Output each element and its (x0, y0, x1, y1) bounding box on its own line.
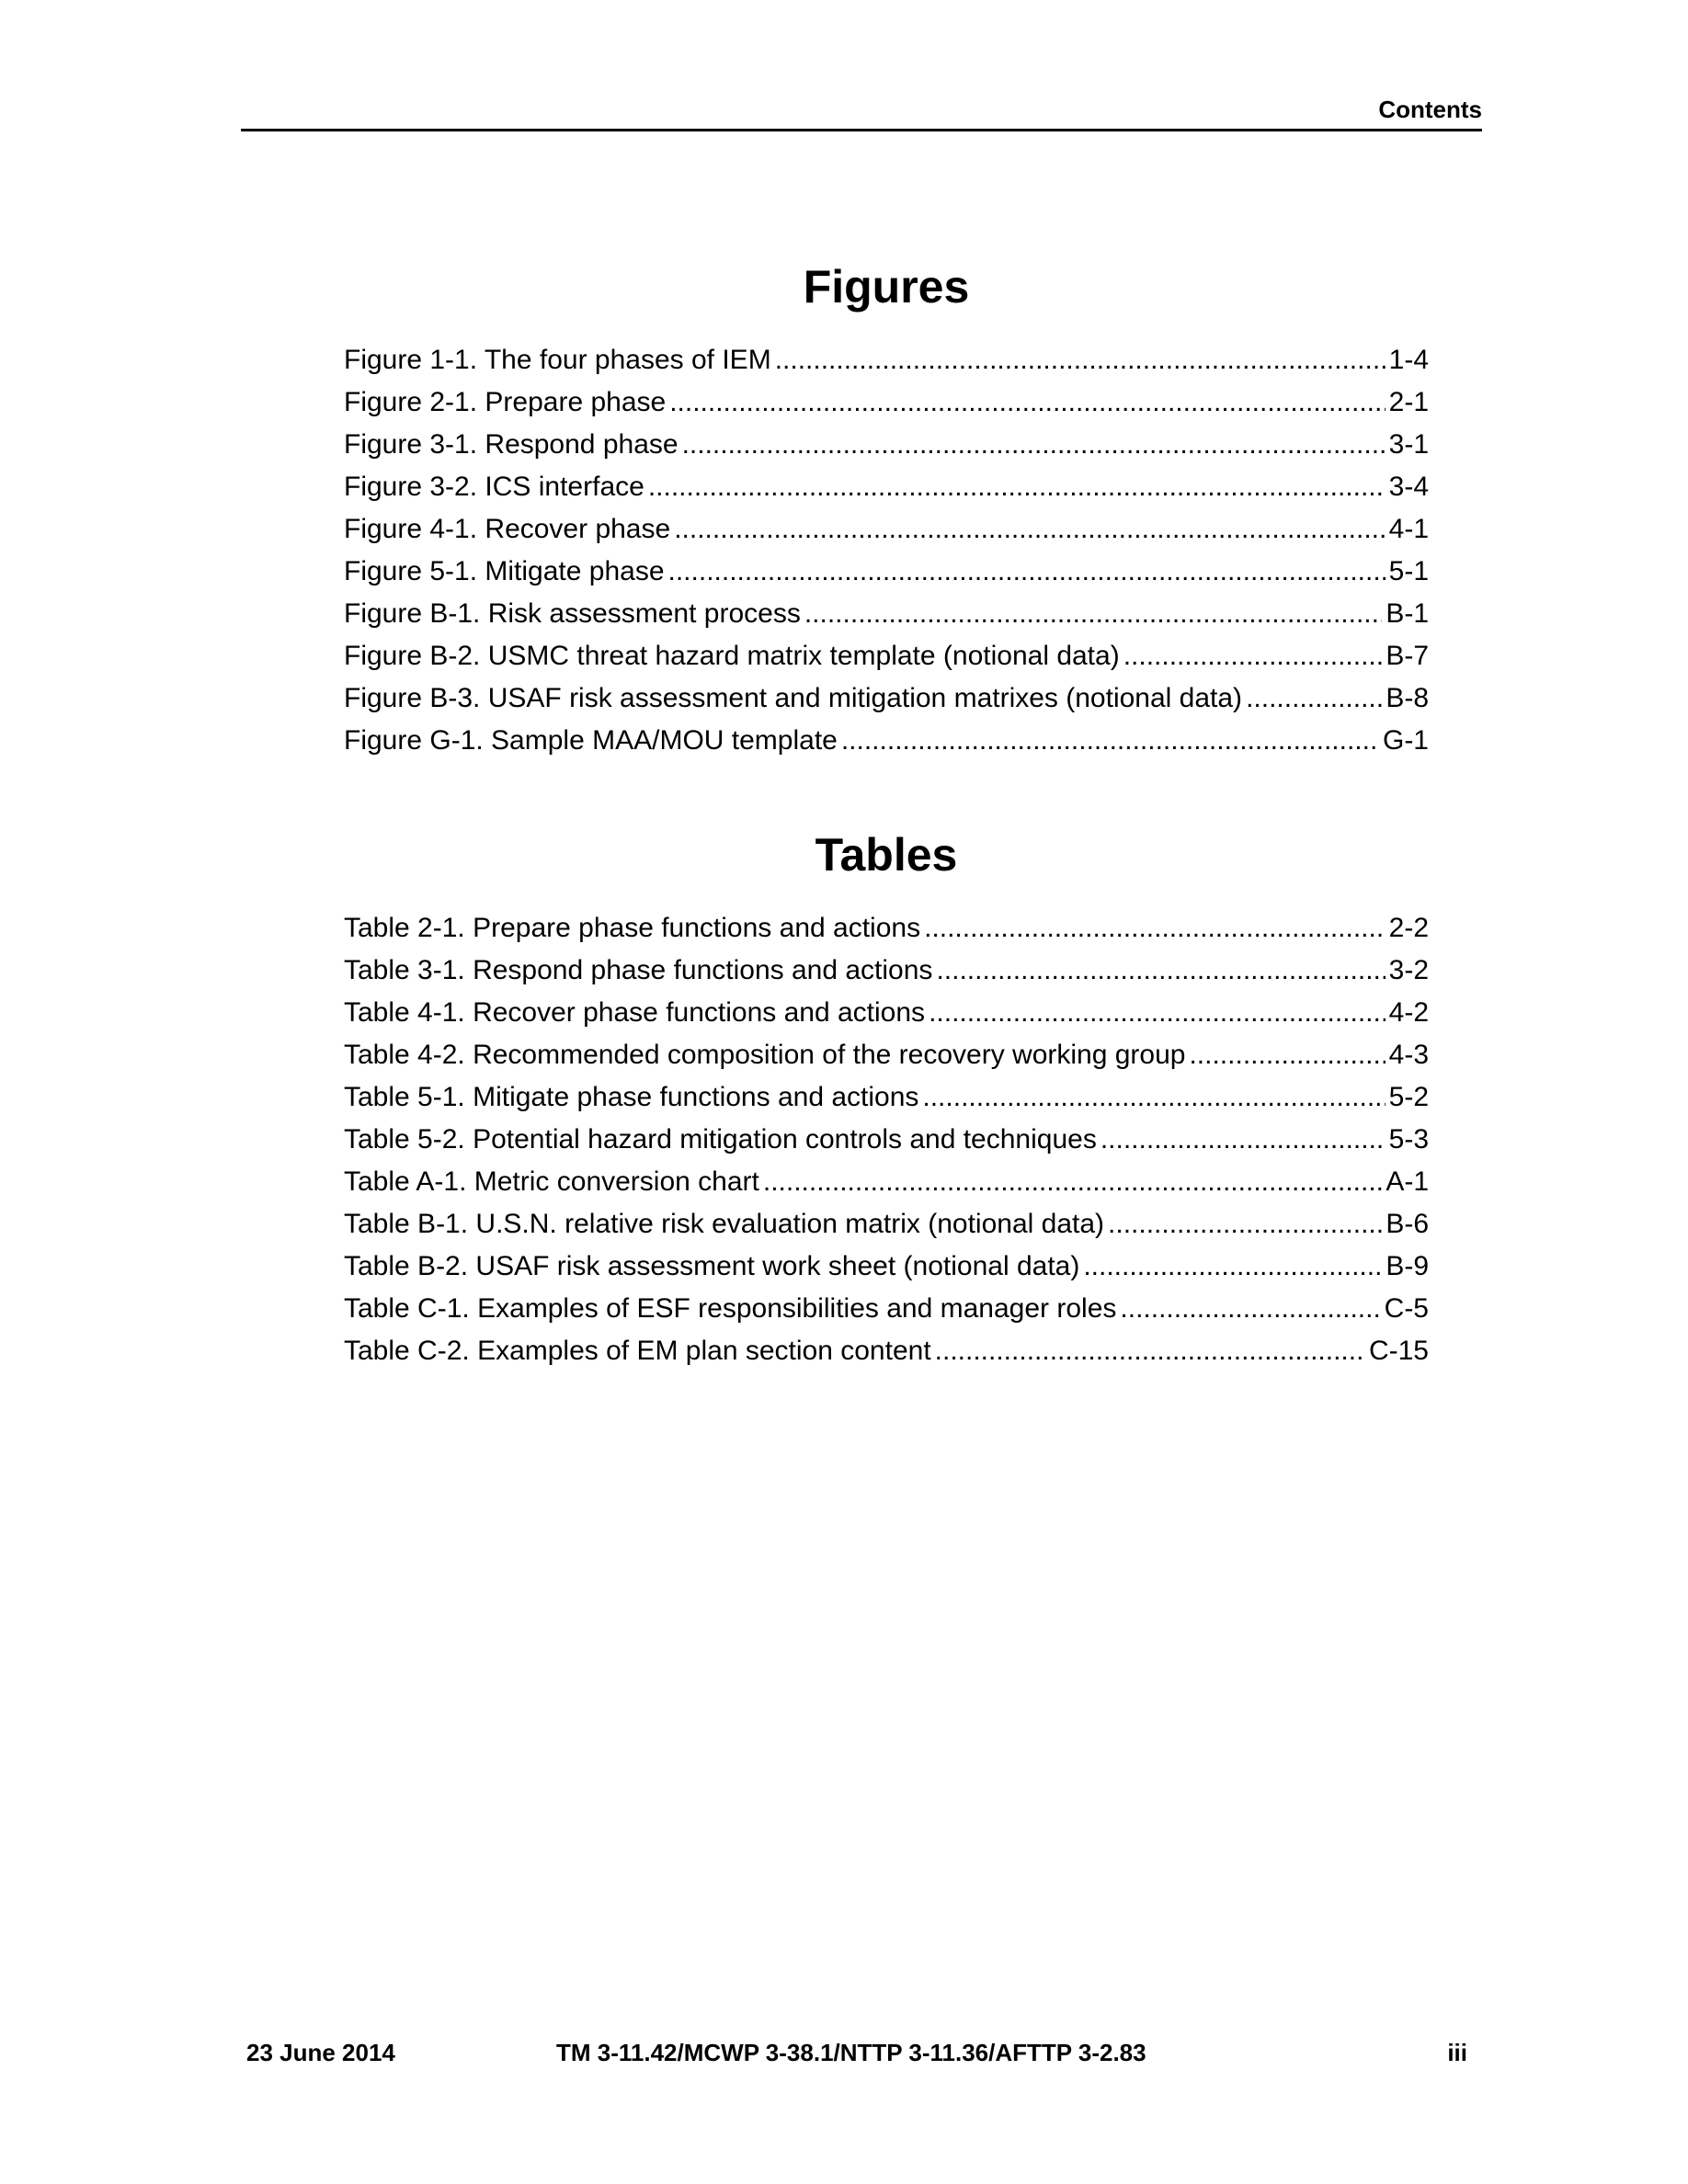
table-entry[interactable] (344, 1039, 1429, 1081)
dot-leader (1123, 640, 1383, 673)
tables-heading: Tables (815, 829, 958, 881)
table-entry-label: Table 5-1. Mitigate phase functions and actions (344, 1082, 919, 1112)
dot-leader (1108, 1208, 1382, 1241)
dot-leader (669, 386, 1385, 419)
figure-entry[interactable] (344, 344, 1429, 386)
figure-entry-page-number: B-8 (1386, 683, 1429, 713)
figure-entry-label: Figure 2-1. Prepare phase (344, 387, 667, 417)
dot-leader (1120, 1292, 1380, 1325)
dot-leader (648, 471, 1386, 504)
footer-date: 23 June 2014 (246, 2039, 395, 2066)
figure-entry-page-number: B-1 (1386, 598, 1429, 629)
figure-entry[interactable] (344, 682, 1429, 724)
figure-entry-label: Figure 1-1. The four phases of IEM (344, 345, 771, 375)
table-entry[interactable] (344, 1123, 1429, 1166)
table-entry-page-number: 5-3 (1388, 1124, 1429, 1155)
dot-leader (682, 428, 1386, 461)
figure-entry-page-number: G-1 (1382, 725, 1429, 756)
figure-entry[interactable] (344, 428, 1429, 471)
dot-leader (1246, 682, 1382, 715)
figure-entry-page-number: 3-4 (1388, 472, 1429, 502)
table-entry-label: Table B-1. U.S.N. relative risk evaluation matrix (notional data) (344, 1209, 1105, 1239)
dot-leader (763, 1166, 1382, 1199)
table-entry-page-number: 4-3 (1388, 1040, 1429, 1070)
table-entry-page-number: A-1 (1386, 1166, 1429, 1197)
table-entry-page-number: C-5 (1384, 1293, 1429, 1324)
figure-entry-label: Figure B-1. Risk assessment process (344, 598, 801, 629)
figure-entry[interactable] (344, 386, 1429, 428)
figure-entry[interactable] (344, 597, 1429, 640)
header-rule (241, 129, 1482, 131)
table-entry[interactable] (344, 954, 1429, 996)
dot-leader (936, 954, 1385, 987)
table-entry-page-number: B-9 (1386, 1251, 1429, 1281)
table-entry-page-number: 5-2 (1388, 1082, 1429, 1112)
list-of-tables (344, 912, 1429, 1377)
dot-leader (775, 344, 1386, 377)
table-entry-label: Table 4-2. Recommended composition of the recovery working group (344, 1040, 1186, 1070)
running-head: Contents (1378, 96, 1482, 123)
figures-heading: Figures (803, 261, 970, 313)
figure-entry-label: Figure 5-1. Mitigate phase (344, 556, 665, 586)
figure-entry[interactable] (344, 724, 1429, 767)
dot-leader (804, 597, 1382, 631)
figure-entry-label: Figure G-1. Sample MAA/MOU template (344, 725, 838, 756)
figure-entry-label: Figure 3-2. ICS interface (344, 472, 644, 502)
dot-leader (924, 912, 1386, 945)
dot-leader (922, 1081, 1385, 1114)
table-entry[interactable] (344, 1292, 1429, 1335)
table-entry-label: Table 2-1. Prepare phase functions and actions (344, 913, 921, 943)
footer-publication-number: TM 3-11.42/MCWP 3-38.1/NTTP 3-11.36/AFTTP 3-2.83 (556, 2039, 1146, 2066)
table-entry-page-number: 2-2 (1388, 913, 1429, 943)
table-entry[interactable] (344, 1081, 1429, 1123)
table-entry[interactable] (344, 1208, 1429, 1250)
figure-entry[interactable] (344, 555, 1429, 597)
table-entry-page-number: B-6 (1386, 1209, 1429, 1239)
figure-entry-page-number: 3-1 (1388, 429, 1429, 460)
table-entry[interactable] (344, 1335, 1429, 1377)
table-entry-page-number: C-15 (1368, 1336, 1429, 1366)
footer-page-number: iii (1447, 2039, 1467, 2066)
figure-entry-page-number: 1-4 (1388, 345, 1429, 375)
table-entry[interactable] (344, 1166, 1429, 1208)
dot-leader (1083, 1250, 1382, 1283)
table-entry-page-number: 3-2 (1388, 955, 1429, 985)
figure-entry-page-number: 2-1 (1388, 387, 1429, 417)
table-entry-label: Table C-1. Examples of ESF responsibilities and manager roles (344, 1293, 1117, 1324)
table-entry-label: Table 5-2. Potential hazard mitigation controls and techniques (344, 1124, 1097, 1155)
dot-leader (929, 996, 1386, 1029)
figure-entry[interactable] (344, 471, 1429, 513)
table-entry-label: Table 3-1. Respond phase functions and actions (344, 955, 933, 985)
dot-leader (935, 1335, 1365, 1368)
dot-leader (668, 555, 1386, 588)
figure-entry-page-number: 5-1 (1388, 556, 1429, 586)
dot-leader (1101, 1123, 1386, 1156)
table-entry-page-number: 4-2 (1388, 997, 1429, 1028)
table-entry[interactable] (344, 1250, 1429, 1292)
figure-entry-label: Figure 4-1. Recover phase (344, 514, 671, 544)
table-entry-label: Table A-1. Metric conversion chart (344, 1166, 759, 1197)
table-entry[interactable] (344, 996, 1429, 1039)
dot-leader (841, 724, 1379, 757)
table-entry-label: Table 4-1. Recover phase functions and actions (344, 997, 926, 1028)
table-entry-label: Table C-2. Examples of EM plan section content (344, 1336, 931, 1366)
figure-entry-label: Figure 3-1. Respond phase (344, 429, 679, 460)
figure-entry-label: Figure B-3. USAF risk assessment and mitigation matrixes (notional data) (344, 683, 1243, 713)
figure-entry[interactable] (344, 513, 1429, 555)
figure-entry-page-number: B-7 (1386, 641, 1429, 671)
table-entry-label: Table B-2. USAF risk assessment work sheet (notional data) (344, 1251, 1080, 1281)
figure-entry[interactable] (344, 640, 1429, 682)
dot-leader (1189, 1039, 1385, 1072)
list-of-figures (344, 344, 1429, 767)
figure-entry-label: Figure B-2. USMC threat hazard matrix template (notional data) (344, 641, 1120, 671)
dot-leader (674, 513, 1385, 546)
figure-entry-page-number: 4-1 (1388, 514, 1429, 544)
table-entry[interactable] (344, 912, 1429, 954)
